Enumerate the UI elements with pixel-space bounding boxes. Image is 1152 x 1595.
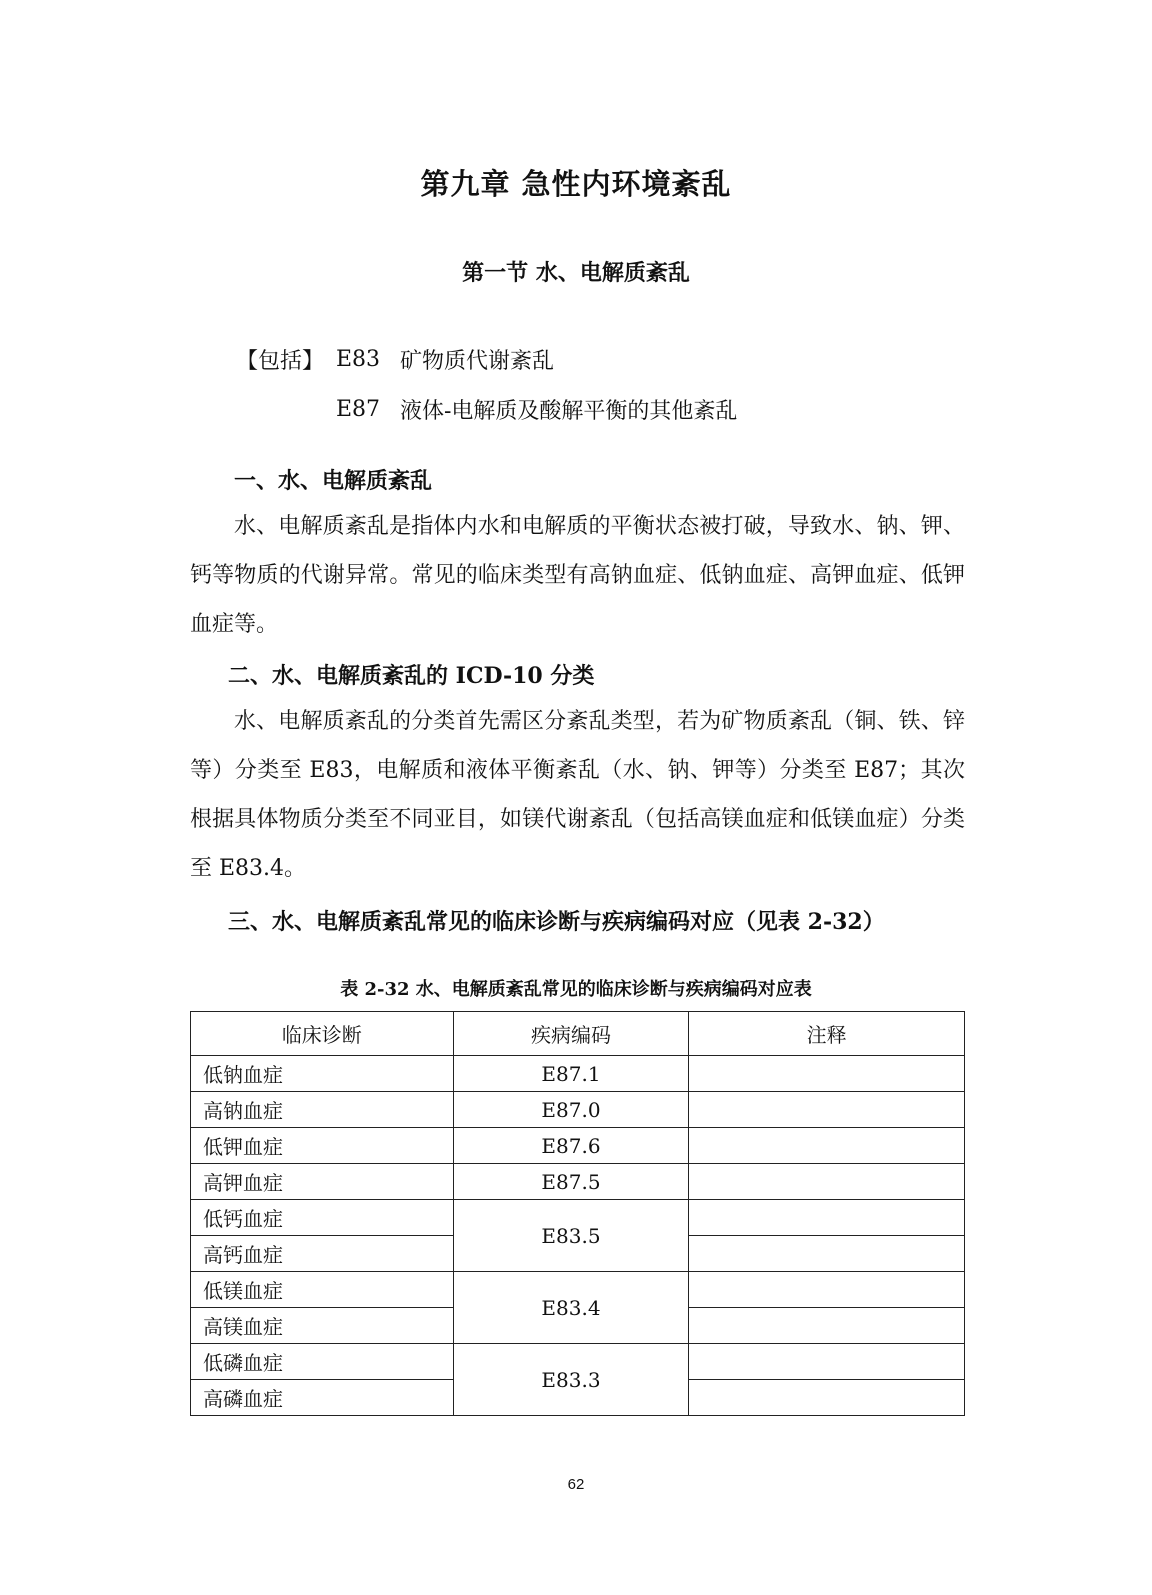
table-row xyxy=(191,1344,965,1380)
diagnosis-code-table xyxy=(190,1011,965,1416)
note-cell xyxy=(689,1200,965,1236)
heading-1: 一、水、电解质紊乱 xyxy=(234,468,433,494)
chapter-title: 第九章 急性内环境紊乱 xyxy=(420,167,732,201)
paragraph-1: 水、电解质紊乱是指体内水和电解质的平衡状态被打破，导致水、钠、钾、钙等物质的代谢异常。常见的临床类型有高钠血症、低钠血症、高钾血症、低钾血症等。 xyxy=(190,514,965,637)
code-cell: E87.6 xyxy=(453,1128,689,1164)
diagnosis-cell: 高磷血症 xyxy=(191,1380,454,1416)
diagnosis-cell: 高镁血症 xyxy=(191,1308,454,1344)
diagnosis-cell: 低磷血症 xyxy=(191,1344,454,1380)
table-row xyxy=(191,1164,965,1200)
includes-text: 液体-电解质及酸解平衡的其他紊乱 xyxy=(400,398,738,424)
heading-2: 二、水、电解质紊乱的 ICD-10 分类 xyxy=(228,663,595,689)
note-cell xyxy=(689,1272,965,1308)
note-cell xyxy=(689,1236,965,1272)
note-cell xyxy=(689,1308,965,1344)
table-row xyxy=(191,1128,965,1164)
table-row xyxy=(191,1272,965,1308)
diagnosis-cell: 高钠血症 xyxy=(191,1092,454,1128)
diagnosis-cell: 低镁血症 xyxy=(191,1272,454,1308)
diagnosis-cell: 高钾血症 xyxy=(191,1164,454,1200)
includes-text: 矿物质代谢紊乱 xyxy=(400,348,555,374)
includes-row xyxy=(236,334,737,384)
includes-row xyxy=(236,384,737,434)
diagnosis-cell: 低钙血症 xyxy=(191,1200,454,1236)
note-cell xyxy=(689,1092,965,1128)
note-cell xyxy=(689,1380,965,1416)
includes-label: 【包括】 xyxy=(236,348,325,374)
diagnosis-cell: 低钾血症 xyxy=(191,1128,454,1164)
code-cell: E87.5 xyxy=(453,1164,689,1200)
table-header-row xyxy=(191,1012,965,1056)
column-header: 疾病编码 xyxy=(453,1012,689,1056)
table-row xyxy=(191,1092,965,1128)
note-cell xyxy=(689,1128,965,1164)
section-title: 第一节 水、电解质紊乱 xyxy=(462,260,690,286)
note-cell xyxy=(689,1056,965,1092)
column-header: 临床诊断 xyxy=(191,1012,454,1056)
table-row xyxy=(191,1056,965,1092)
code-cell: E87.1 xyxy=(453,1056,689,1092)
code-cell: E87.0 xyxy=(453,1092,689,1128)
diagnosis-cell: 高钙血症 xyxy=(191,1236,454,1272)
code-cell: E83.4 xyxy=(453,1272,689,1344)
column-header: 注释 xyxy=(689,1012,965,1056)
includes-block xyxy=(236,334,737,434)
table-caption: 表 2-32 水、电解质紊乱常见的临床诊断与疾病编码对应表 xyxy=(340,979,812,1000)
note-cell xyxy=(689,1164,965,1200)
includes-code: E87 xyxy=(336,396,381,422)
heading-3: 三、水、电解质紊乱常见的临床诊断与疾病编码对应（见表 2-32） xyxy=(228,909,885,935)
code-cell: E83.3 xyxy=(453,1344,689,1416)
page-number: 62 xyxy=(567,1476,585,1493)
table-row xyxy=(191,1200,965,1236)
note-cell xyxy=(689,1344,965,1380)
diagnosis-cell: 低钠血症 xyxy=(191,1056,454,1092)
code-cell: E83.5 xyxy=(453,1200,689,1272)
includes-code: E83 xyxy=(336,346,381,372)
paragraph-2: 水、电解质紊乱的分类首先需区分紊乱类型，若为矿物质紊乱（铜、铁、锌等）分类至 E83，电解质和液体平衡紊乱（水、钠、钾等）分类至 E87；其次根据具体物质分类至不同亚目，如镁代谢紊乱（包括高镁血症和低镁血症）分类至 E83.4。 xyxy=(190,709,965,881)
